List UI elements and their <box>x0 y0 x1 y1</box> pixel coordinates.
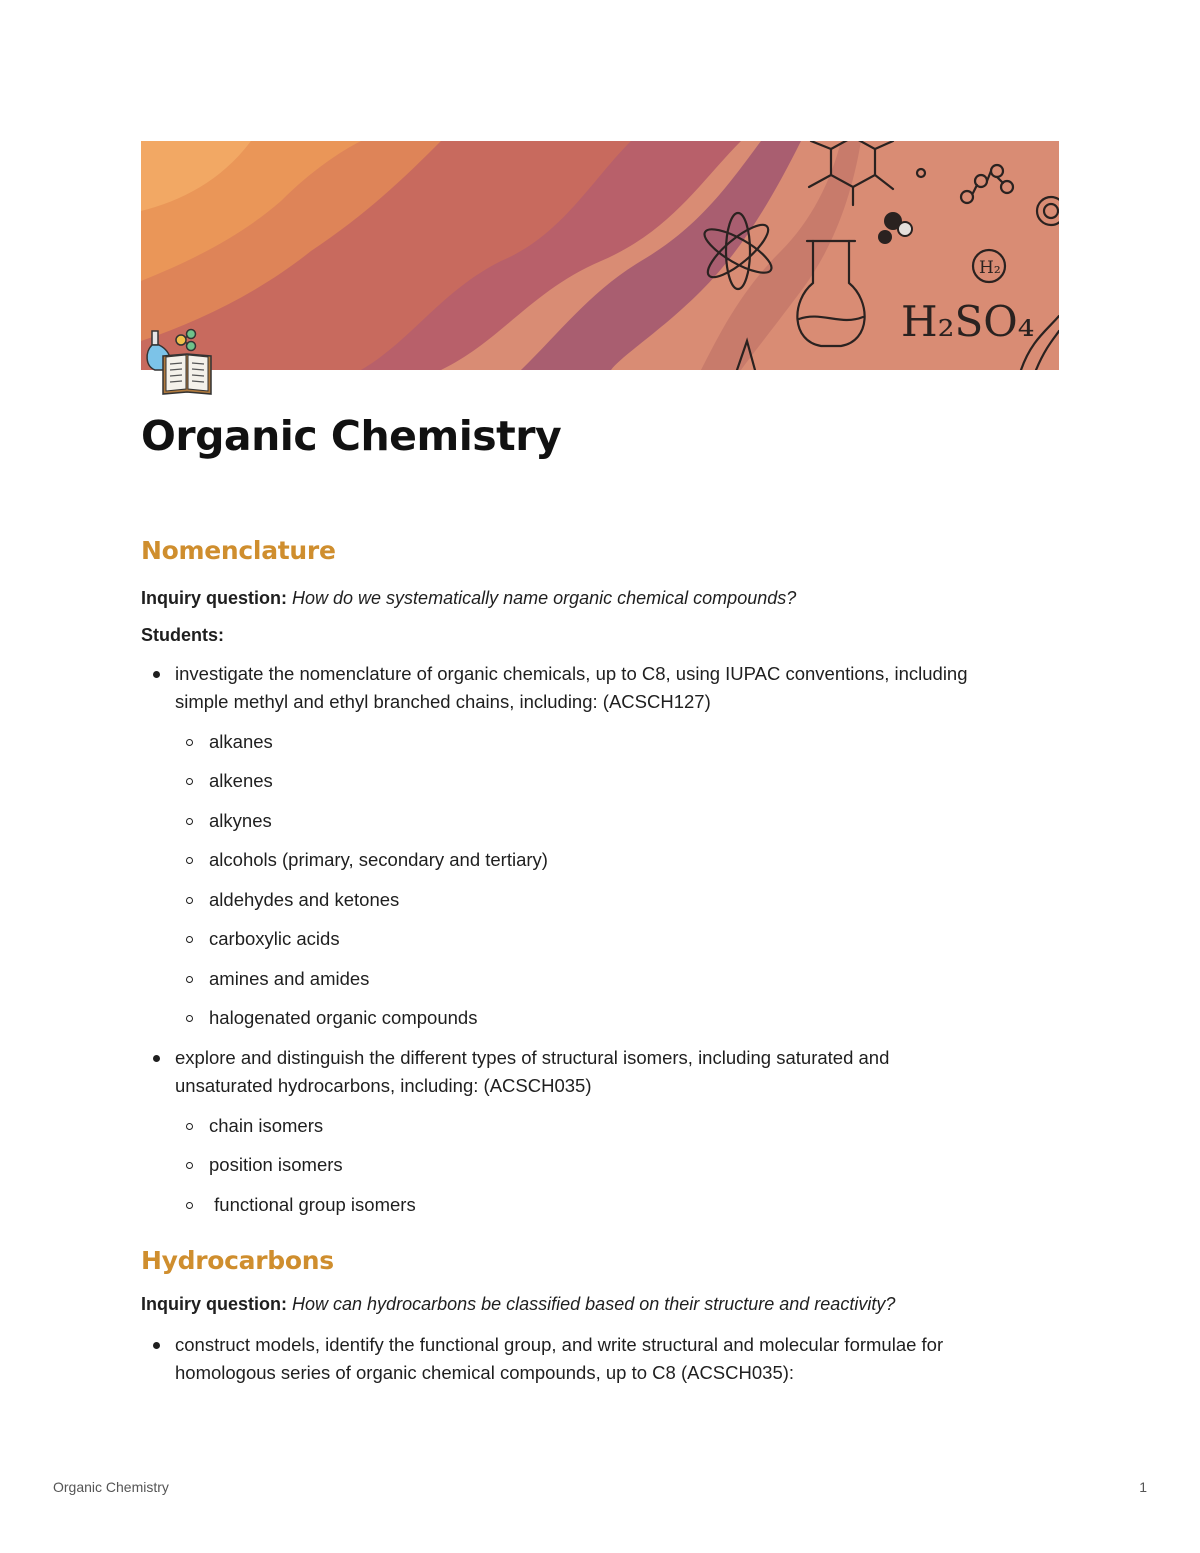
page-title: Organic Chemistry <box>141 412 562 460</box>
sub-list-item: alkanes <box>209 731 273 752</box>
list-item: investigate the nomenclature of organic chemicals, up to C8, using IUPAC conventions, including <box>175 663 968 684</box>
section-heading-hydrocarbons: Hydrocarbons <box>141 1246 334 1275</box>
banner-formula: H₂SO₄ <box>901 297 1035 346</box>
bullet-dot <box>153 671 160 678</box>
sub-list-item: alcohols (primary, secondary and tertiary) <box>209 849 548 870</box>
sub-list-item: alkynes <box>209 810 272 831</box>
sub-list-item: carboxylic acids <box>209 928 340 949</box>
students-label <box>141 621 224 649</box>
bullet-dot <box>153 1342 160 1349</box>
sub-bullet-circle <box>186 739 193 746</box>
list-item-continuation: homologous series of organic chemical compounds, up to C8 (ACSCH035): <box>175 1362 795 1383</box>
inquiry-label: Inquiry question: <box>141 1294 287 1314</box>
sub-list-item: aldehydes and ketones <box>209 889 400 910</box>
inquiry-question-nomenclature <box>141 584 796 612</box>
inquiry-text: How do we systematically name organic chemical compounds? <box>292 588 797 608</box>
inquiry-question-hydrocarbons <box>141 1290 895 1318</box>
list-item-continuation: unsaturated hydrocarbons, including: (ACSCH035) <box>175 1075 592 1096</box>
list-item: construct models, identify the functional group, and write structural and molecular formulae for <box>175 1334 944 1355</box>
sub-list-item: halogenated organic compounds <box>209 1007 478 1028</box>
sub-list-item: alkenes <box>209 770 273 791</box>
page-number: 1 <box>1139 1479 1147 1495</box>
sub-bullet-circle <box>186 976 193 983</box>
section-heading-nomenclature: Nomenclature <box>141 536 336 565</box>
students-label-text: Students: <box>141 625 224 645</box>
sub-bullet-circle <box>186 1202 193 1209</box>
sub-list-item: amines and amides <box>209 968 370 989</box>
sub-list-item: chain isomers <box>209 1115 324 1136</box>
cover-banner <box>141 141 1059 370</box>
sub-bullet-circle <box>186 818 193 825</box>
footer-title: Organic Chemistry <box>53 1479 169 1495</box>
sub-list-item: position isomers <box>209 1154 343 1175</box>
sub-bullet-circle <box>186 1123 193 1130</box>
banner-h2-label: H₂ <box>979 258 1001 278</box>
sub-bullet-circle <box>186 1162 193 1169</box>
chemistry-book-icon <box>143 328 215 400</box>
sub-bullet-circle <box>186 857 193 864</box>
sub-list-item: functional group isomers <box>209 1194 416 1215</box>
sub-bullet-circle <box>186 897 193 904</box>
sub-bullet-circle <box>186 778 193 785</box>
bullet-dot <box>153 1055 160 1062</box>
sub-bullet-circle <box>186 936 193 943</box>
list-item-continuation: simple methyl and ethyl branched chains, including: (ACSCH127) <box>175 691 711 712</box>
inquiry-label: Inquiry question: <box>141 588 287 608</box>
list-item: explore and distinguish the different types of structural isomers, including saturated and <box>175 1047 890 1068</box>
inquiry-text: How can hydrocarbons be classified based on their structure and reactivity? <box>292 1294 896 1314</box>
sub-bullet-circle <box>186 1015 193 1022</box>
